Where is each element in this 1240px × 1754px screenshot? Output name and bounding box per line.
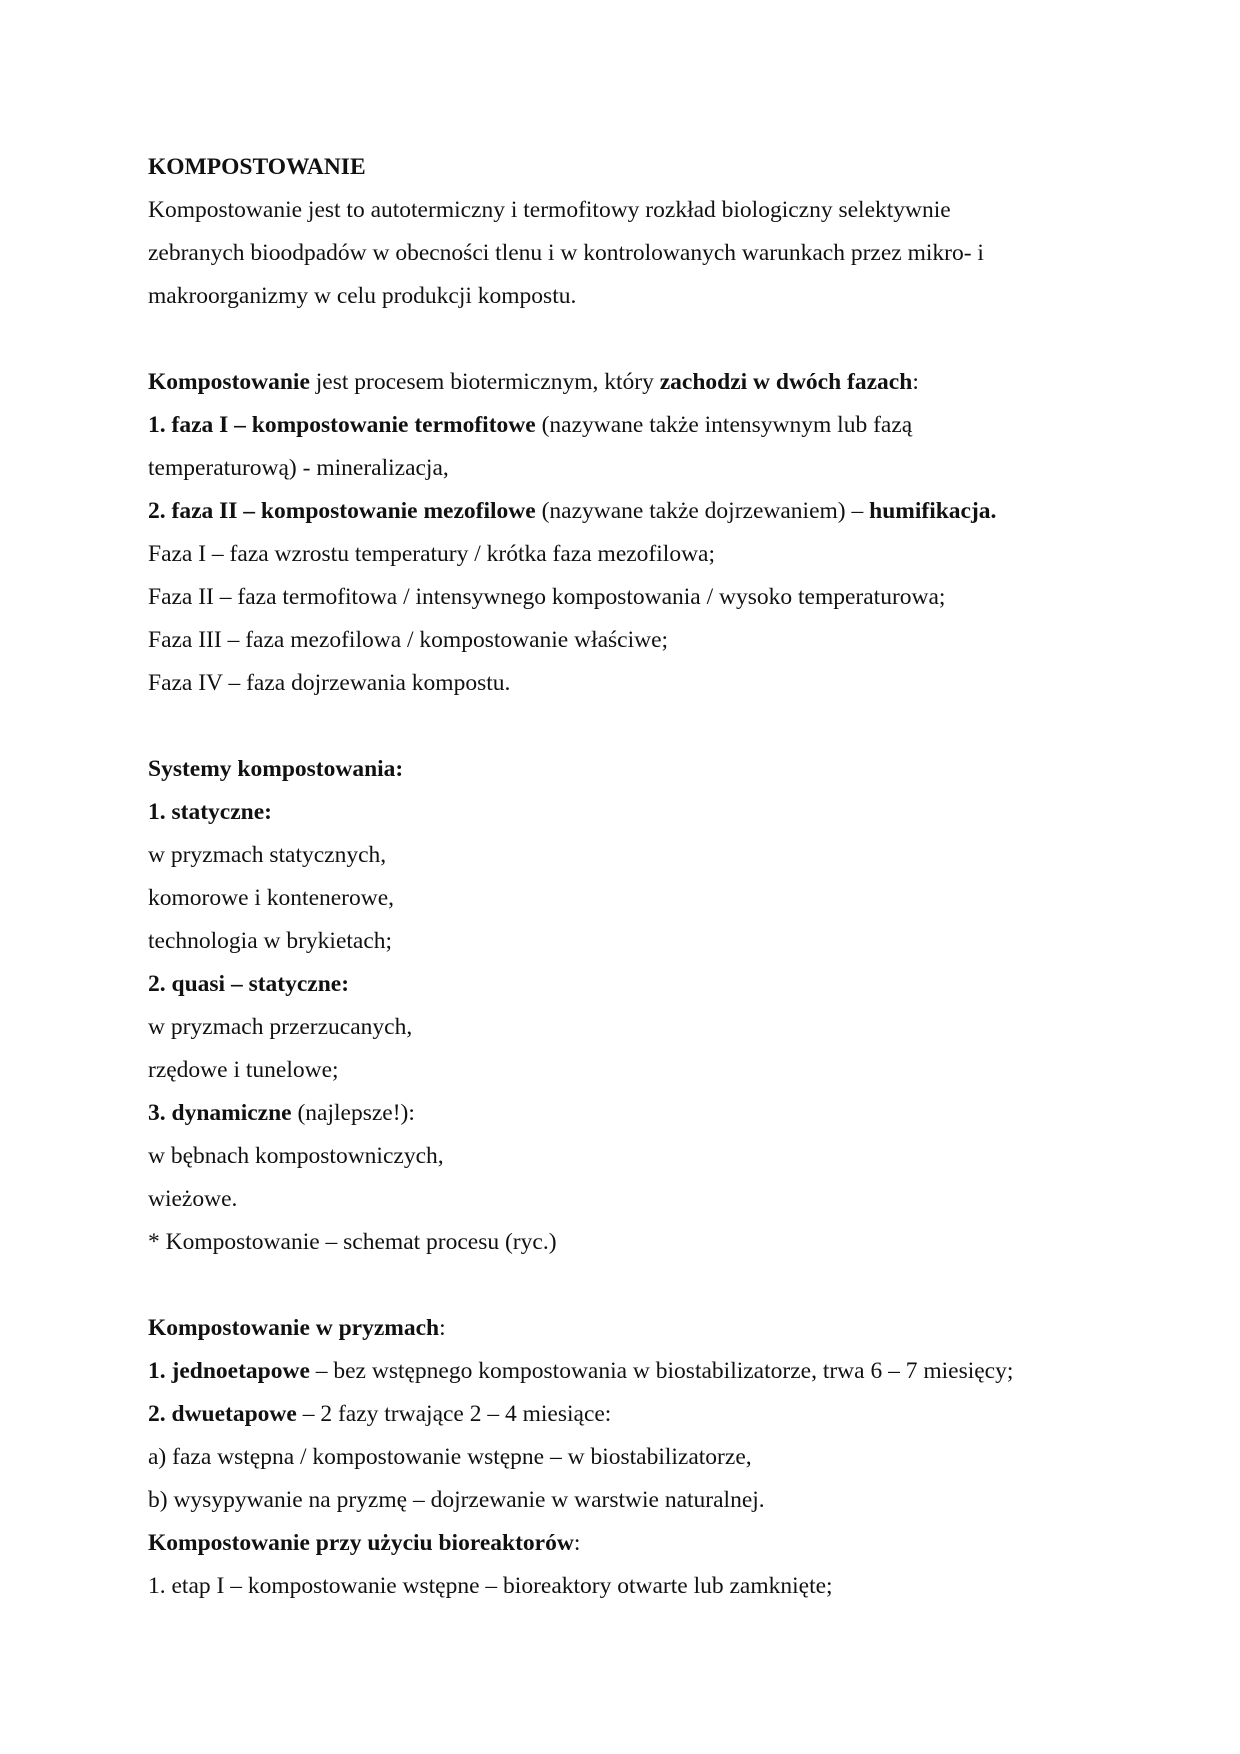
document-page	[148, 146, 1108, 1608]
spacer	[148, 318, 1108, 361]
document-title: KOMPOSTOWANIE	[148, 154, 366, 180]
stage-2: Faza II – faza termofitowa / intensywnego kompostowania / wysoko temperaturowa;	[148, 584, 946, 610]
stage-1: Faza I – faza wzrostu temperatury / krótka faza mezofilowa;	[148, 541, 715, 567]
systems-quasi-heading: 2. quasi – statyczne:	[148, 971, 350, 997]
phase-2-bold-end: humifikacja.	[869, 498, 997, 524]
systems-dynamic-heading-text: (najlepsze!):	[291, 1100, 415, 1126]
bioreactors-heading-end: :	[573, 1530, 581, 1556]
systems-dynamic-item: wieżowe.	[148, 1186, 238, 1212]
systems-static-item: w pryzmach statycznych,	[148, 842, 387, 868]
systems-quasi-item: w pryzmach przerzucanych,	[148, 1014, 413, 1040]
windrows-item-2-bold: 2. dwuetapowe	[148, 1401, 297, 1427]
spacer	[148, 705, 1108, 748]
phase-2-text: (nazywane także dojrzewaniem) –	[535, 498, 870, 524]
process-lead	[148, 361, 1108, 404]
intro-line-1: Kompostowanie jest to autotermiczny i termofitowy rozkład biologiczny selektywnie	[148, 197, 951, 223]
windrows-sub-a: a) faza wstępna / kompostowanie wstępne – w biostabilizatorze,	[148, 1444, 752, 1470]
windrows-sub-b: b) wysypywanie na pryzmę – dojrzewanie w warstwie naturalnej.	[148, 1487, 765, 1513]
phase-1-cont: temperaturową) - mineralizacja,	[148, 455, 449, 481]
phase-2	[148, 490, 1108, 533]
intro-line-2: zebranych bioodpadów w obecności tlenu i w kontrolowanych warunkach przez mikro- i	[148, 240, 984, 266]
systems-static-item: technologia w brykietach;	[148, 928, 393, 954]
process-lead-bold: Kompostowanie	[148, 369, 310, 395]
systems-dynamic-heading-bold: 3. dynamiczne	[148, 1100, 292, 1126]
bioreactors-item-1: 1. etap I – kompostowanie wstępne – bioreaktory otwarte lub zamknięte;	[148, 1573, 833, 1599]
phase-1-text: (nazywane także intensywnym lub fazą	[535, 412, 913, 438]
process-lead-end: :	[912, 369, 919, 395]
bioreactors-heading	[148, 1522, 1108, 1565]
stage-3: Faza III – faza mezofilowa / kompostowanie właściwe;	[148, 627, 669, 653]
systems-dynamic-item: w bębnach kompostowniczych,	[148, 1143, 444, 1169]
intro-line-3: makroorganizmy w celu produkcji kompostu.	[148, 283, 577, 309]
systems-static-item: komorowe i kontenerowe,	[148, 885, 395, 911]
spacer	[148, 1264, 1108, 1307]
windrows-item-1-bold: 1. jednoetapowe	[148, 1358, 310, 1384]
systems-static-heading: 1. statyczne:	[148, 799, 272, 825]
windrows-item-1-text: – bez wstępnego kompostowania w biostabilizatorze, trwa 6 – 7 miesięcy;	[309, 1358, 1014, 1384]
systems-heading: Systemy kompostowania:	[148, 756, 404, 782]
windrows-item-2-text: – 2 fazy trwające 2 – 4 miesiące:	[296, 1401, 612, 1427]
phase-2-bold: 2. faza II – kompostowanie mezofilowe	[148, 498, 536, 524]
systems-dynamic-heading	[148, 1092, 1108, 1135]
process-lead-text: jest procesem biotermicznym, który	[309, 369, 660, 395]
windrows-heading-end: :	[439, 1315, 446, 1341]
windrows-heading-bold: Kompostowanie w pryzmach	[148, 1315, 440, 1341]
systems-quasi-item: rzędowe i tunelowe;	[148, 1057, 339, 1083]
phase-1	[148, 404, 1108, 447]
systems-note: * Kompostowanie – schemat procesu (ryc.)	[148, 1229, 557, 1255]
process-lead-bold2: zachodzi w dwóch fazach	[659, 369, 913, 395]
windrows-item-1	[148, 1350, 1108, 1393]
bioreactors-heading-bold: Kompostowanie przy użyciu bioreaktorów	[148, 1530, 574, 1556]
stage-4: Faza IV – faza dojrzewania kompostu.	[148, 670, 511, 696]
windrows-heading	[148, 1307, 1108, 1350]
windrows-item-2	[148, 1393, 1108, 1436]
phase-1-bold: 1. faza I – kompostowanie termofitowe	[148, 412, 536, 438]
